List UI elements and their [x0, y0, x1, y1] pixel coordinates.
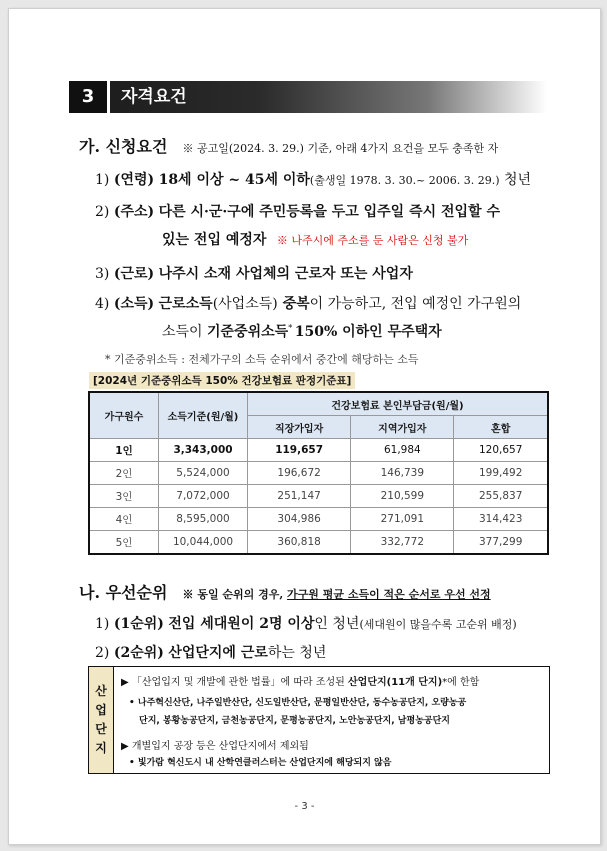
- section-header: [69, 81, 547, 113]
- req-age: 1) (연령) 18세 이상 ~ 45세 이하(출생일 1978. 3. 30.~ 2006. 3. 29.) 청년: [95, 172, 532, 188]
- document-page: [8, 8, 601, 845]
- box-line-1: ▶ 「산업입지 및 개발에 관한 법률」에 따라 조성된 산업단지(11개 단지)*에 한함: [121, 677, 480, 688]
- req-work: 3) (근로) 나주시 소재 사업체의 근로자 또는 사업자: [95, 266, 413, 282]
- table-row: 1인 3,343,000 119,657 61,984 120,657: [89, 439, 548, 462]
- priority-1: 1) (1순위) 전입 세대원이 2명 이상인 청년(세대원이 많을수록 고순위 배정): [95, 616, 517, 632]
- req-income-cont: 소득이 기준중위소득* 150% 이하인 무주택자: [162, 323, 442, 340]
- heading-priority: 나. 우선순위 ※ 동일 순위의 경우, 가구원 평균 소득이 적은 순서로 우선 선정: [79, 583, 491, 602]
- footnote-median-income: * 기준중위소득 : 전체가구의 소득 순위에서 중간에 해당하는 소득: [105, 353, 419, 366]
- income-table: [88, 391, 549, 555]
- table-row: 5인 10,044,000 360,818 332,772 377,299: [89, 531, 548, 555]
- heading-note: ※ 공고일(2024. 3. 29.) 기준, 아래 4가지 요건을 모두 충족한 자: [182, 142, 499, 155]
- table-title: [2024년 기준중위소득 150% 건강보험료 판정기준표]: [89, 372, 355, 389]
- col-regional: 지역가입자: [351, 416, 454, 439]
- section-title: 자격요건: [121, 87, 187, 107]
- address-warning: ※ 나주시에 주소를 둔 사람은 신청 불가: [276, 234, 469, 247]
- table-row: 4인 8,595,000 304,986 271,091 314,423: [89, 508, 548, 531]
- col-household: 가구원수: [89, 392, 159, 439]
- table-row: 3인 7,072,000 251,147 210,599 255,837: [89, 485, 548, 508]
- box-label: 산 업 단 지: [89, 667, 114, 773]
- box-line-3: 단지, 봉황농공단지, 금천농공단지, 문평농공단지, 노안농공단지, 남평농공단지: [139, 716, 450, 726]
- col-income: 소득기준(원/월): [159, 392, 248, 439]
- req-address: 2) (주소) 다른 시·군·구에 주민등록을 두고 입주일 즉시 전입할 수: [95, 204, 500, 220]
- req-income: 4) (소득) 근로소득(사업소득) 중복이 가능하고, 전입 예정인 가구원의: [95, 296, 522, 312]
- table-row: 2인 5,524,000 196,672 146,739 199,492: [89, 462, 548, 485]
- box-line-2: • 나주혁신산단, 나주일반산단, 신도일반산단, 문평일반산단, 동수농공단지, 오량농공: [129, 698, 467, 708]
- page-number: - 3 -: [294, 801, 315, 812]
- col-mixed: 혼합: [454, 416, 548, 439]
- priority-2: 2) (2순위) 산업단지에 근로하는 청년: [95, 645, 327, 661]
- box-line-4: ▶ 개별입지 공장 등은 산업단지에서 제외됨: [121, 741, 309, 752]
- industrial-complex-box: [88, 666, 550, 774]
- col-premium: 건강보험료 본인부담금(원/월): [248, 392, 549, 416]
- box-line-5: • 빛가람 혁신도시 내 산학연클러스터는 산업단지에 해당되지 않음: [129, 758, 392, 768]
- section-number: 3: [69, 81, 110, 113]
- req-address-cont: 있는 전입 예정자 ※ 나주시에 주소를 둔 사람은 신청 불가: [162, 232, 469, 248]
- col-employee: 직장가입자: [248, 416, 351, 439]
- heading-application: 가. 신청요건 ※ 공고일(2024. 3. 29.) 기준, 아래 4가지 요건을 모두 충족한 자: [79, 137, 499, 156]
